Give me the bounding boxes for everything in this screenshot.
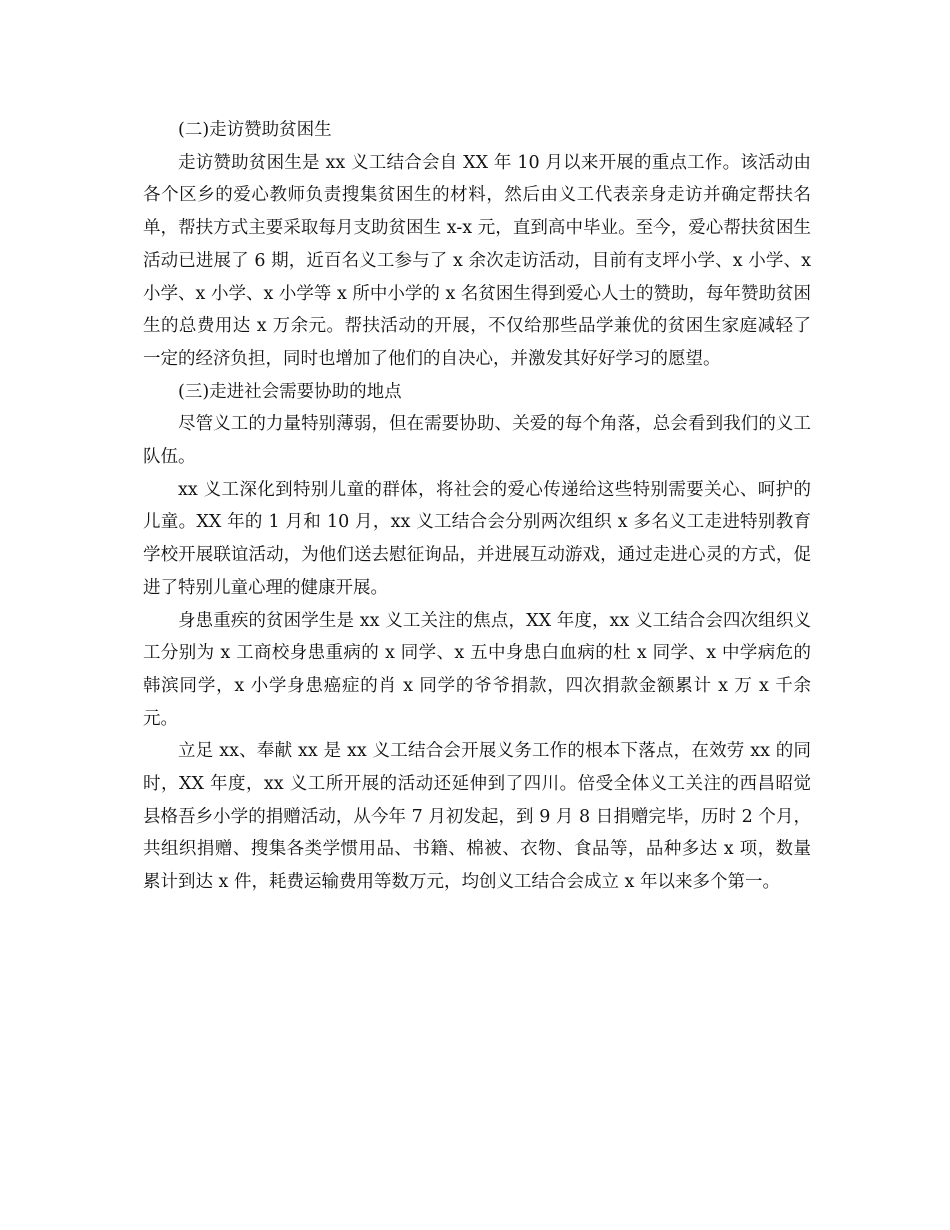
paragraph-sichuan-donation: 立足 xx、奉献 xx 是 xx 义工结合会开展义务工作的根本下落点，在效劳 xx 的同时，XX 年度，xx 义工所开展的活动还延伸到了四川。倍受全体义工关注的西昌昭觉县格吾乡小学的捐赠活动，从今年 7 月初发起，到 9 月 8 日捐赠完毕，历时 2 个月，共组织捐赠、搜集各类学惯用品、书籍、棉被、衣物、食品等，品种多达 x 项，数量累计到达 x 件，耗费运输费用等数万元，均创义工结合会成立 x 年以来多个第一。: [143, 741, 811, 893]
paragraph-visit-support: 走访赞助贫困生是 xx 义工结合会自 XX 年 10 月以来开展的重点工作。该活动由各个区乡的爱心教师负责搜集贫困生的材料，然后由义工代表亲身走访并确定帮扶名单，帮扶方式主要采取每月支助贫困生 x-x 元，直到高中毕业。至今，爱心帮扶贫困生活动已进展了 6 期，近百名义工参与了 x 余次走访活动，目前有支坪小学、x 小学、x 小学、x 小学、x 小学等 x 所中小学的 x 名贫困生得到爱心人士的赞助，每年赞助贫困生的总费用达 x 万余元。帮扶活动的开展，不仅给那些品学兼优的贫困生家庭减轻了一定的经济负担，同时也增加了他们的自决心，并激发其好好学习的愿望。: [143, 152, 811, 369]
section-heading-2: (二)走访赞助贫困生: [178, 120, 332, 140]
section-heading-3: (三)走进社会需要协助的地点: [178, 381, 402, 402]
paragraph-ill-students: 身患重疾的贫困学生是 xx 义工关注的焦点，XX 年度，xx 义工结合会四次组织义工分别为 x 工商校身患重病的 x 同学、x 五中身患白血病的杜 x 同学、x 中学病危的韩滨同学，x 小学身患癌症的肖 x 同学的爷爷捐款，四次捐款金额累计 x 万 x 千余元。: [143, 610, 811, 729]
paragraph-volunteer-team: 尽管义工的力量特别薄弱，但在需要协助、关爱的每个角落，总会看到我们的义工队伍。: [143, 414, 811, 468]
document-body: [143, 114, 811, 899]
paragraph-special-children: xx 义工深化到特别儿童的群体，将社会的爱心传递给这些特别需要关心、呵护的儿童。XX 年的 1 月和 10 月，xx 义工结合会分别两次组织 x 多名义工走进特别教育学校开展联谊活动，为他们送去慰征询品，并进展互动游戏，通过走进心灵的方式，促进了特别儿童心理的健康开展。: [143, 479, 811, 598]
